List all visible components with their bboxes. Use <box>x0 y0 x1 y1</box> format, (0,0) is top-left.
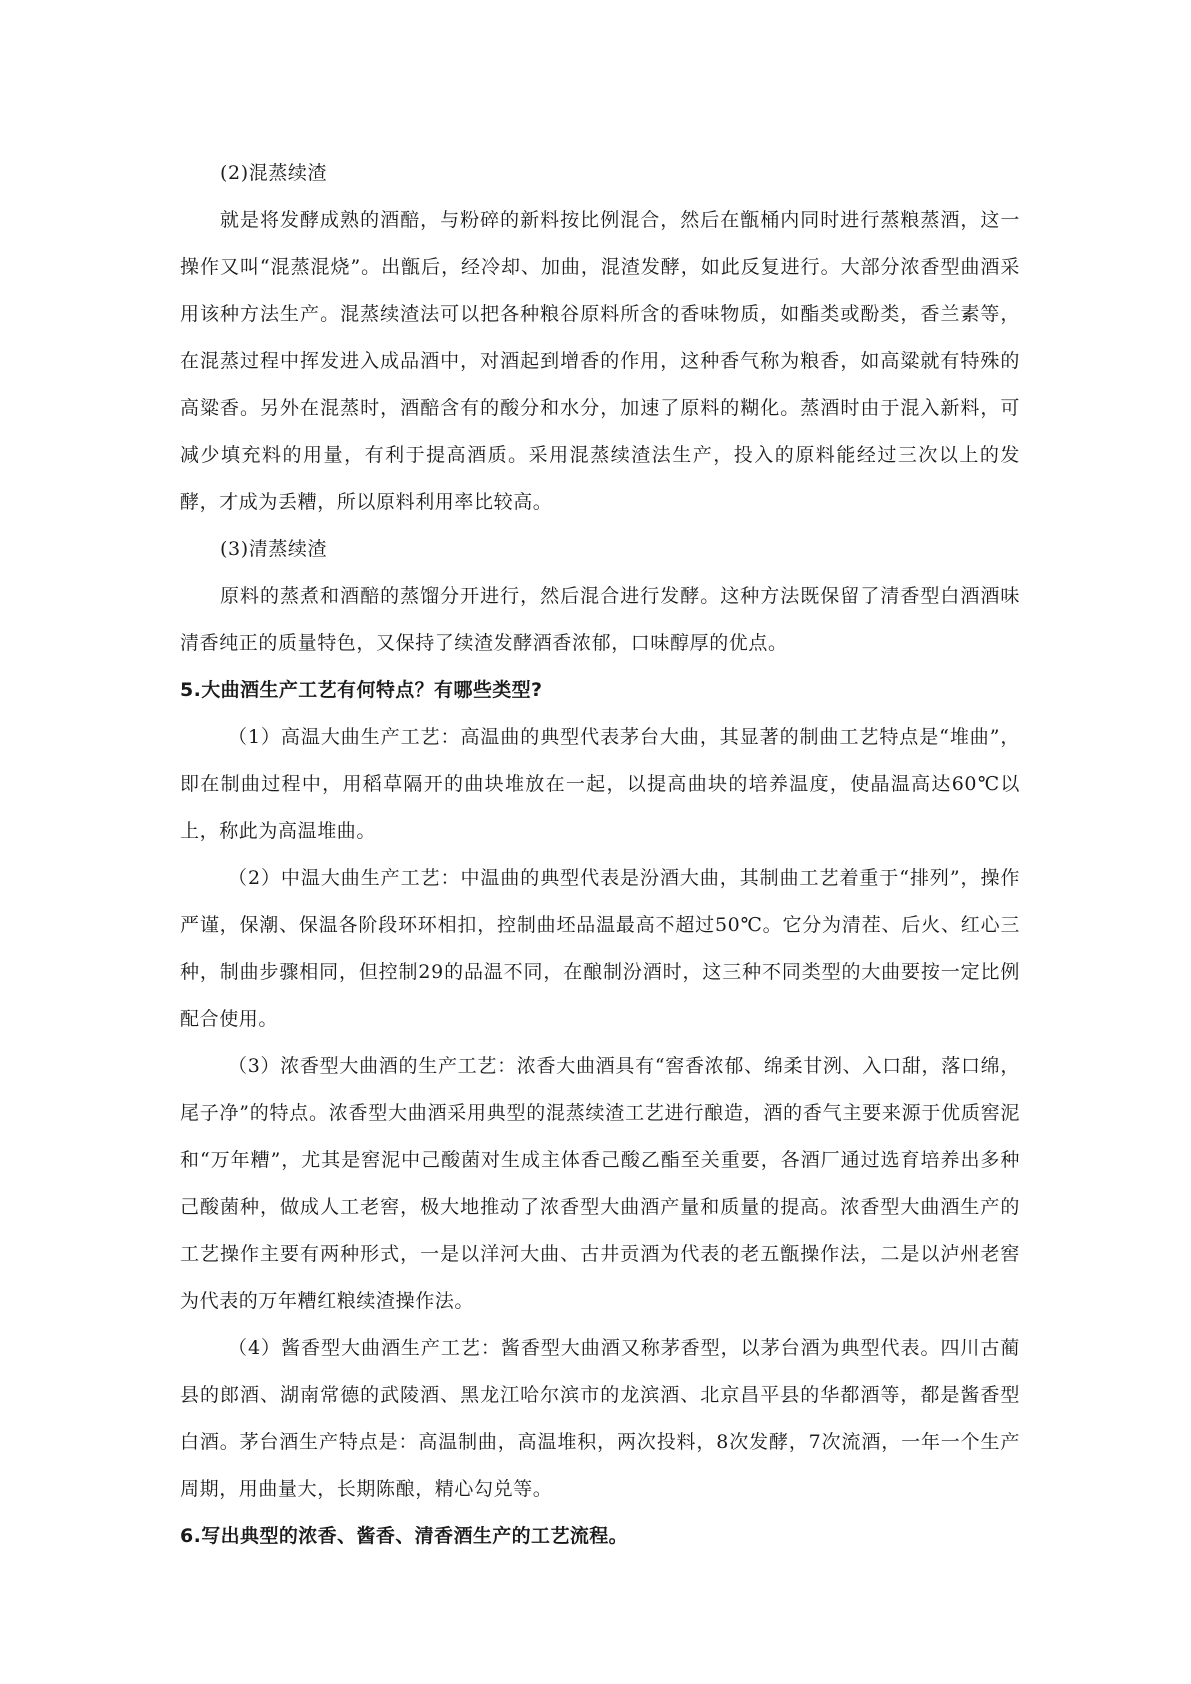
paragraph-sauce-aroma: （4）酱香型大曲酒生产工艺：酱香型大曲酒又称茅香型，以茅台酒为典型代表。四川古蔺县的郎酒、湖南常德的武陵酒、黑龙江哈尔滨市的龙滨酒、北京昌平县的华都酒等，都是酱香型白酒。茅台酒生产特点是：高温制曲，高温堆积，两次投料，8次发酵，7次流酒，一年一个生产周期，用曲量大，长期陈酿，精心勾兑等。 <box>180 1337 1020 1500</box>
question-heading-6: 6.写出典型的浓香、酱香、清香酒生产的工艺流程。 <box>180 1525 629 1547</box>
section-heading-clear-steam: (3)清蒸续渣 <box>220 538 328 560</box>
section-heading-mixed-steam: (2)混蒸续渣 <box>220 162 328 184</box>
paragraph-strong-aroma: （3）浓香型大曲酒的生产工艺：浓香大曲酒具有“窖香浓郁、绵柔甘洌、入口甜，落口绵，尾子净”的特点。浓香型大曲酒采用典型的混蒸续渣工艺进行酿造，酒的香气主要来源于优质窖泥和“万年糟”，尤其是窖泥中己酸菌对生成主体香己酸乙酯至关重要，各酒厂通过选育培养出多种己酸菌种，做成人工老窖，极大地推动了浓香型大曲酒产量和质量的提高。浓香型大曲酒生产的工艺操作主要有两种形式，一是以洋河大曲、古井贡酒为代表的老五甑操作法，二是以泸州老窖为代表的万年糟红粮续渣操作法。 <box>180 1055 1020 1312</box>
paragraph-high-temp-daqu: （1）高温大曲生产工艺：高温曲的典型代表茅台大曲，其显著的制曲工艺特点是“堆曲”，即在制曲过程中，用稻草隔开的曲块堆放在一起，以提高曲块的培养温度，使晶温高达60℃以上，称此为高温堆曲。 <box>180 726 1020 842</box>
paragraph-medium-temp-daqu: （2）中温大曲生产工艺：中温曲的典型代表是汾酒大曲，其制曲工艺着重于“排列”，操作严谨，保潮、保温各阶段环环相扣，控制曲坯品温最高不超过50℃。它分为清茬、后火、红心三种，制曲步骤相同，但控制29的品温不同，在酿制汾酒时，这三种不同类型的大曲要按一定比例配合使用。 <box>180 867 1020 1030</box>
question-heading-5: 5.大曲酒生产工艺有何特点？有哪些类型? <box>180 679 543 701</box>
paragraph-clear-steam: 原料的蒸煮和酒醅的蒸馏分开进行，然后混合进行发酵。这种方法既保留了清香型白酒酒味清香纯正的质量特色，又保持了续渣发酵酒香浓郁，口味醇厚的优点。 <box>180 585 1020 654</box>
paragraph-mixed-steam: 就是将发酵成熟的酒醅，与粉碎的新料按比例混合，然后在甑桶内同时进行蒸粮蒸酒，这一操作又叫“混蒸混烧”。出甑后，经冷却、加曲，混渣发酵，如此反复进行。大部分浓香型曲酒采用该种方法生产。混蒸续渣法可以把各种粮谷原料所含的香味物质，如酯类或酚类，香兰素等，在混蒸过程中挥发进入成品酒中，对酒起到增香的作用，这种香气称为粮香，如高粱就有特殊的高粱香。另外在混蒸时，酒醅含有的酸分和水分，加速了原料的糊化。蒸酒时由于混入新料，可减少填充料的用量，有利于提高酒质。采用混蒸续渣法生产，投入的原料能经过三次以上的发酵，才成为丢糟，所以原料利用率比较高。 <box>180 209 1020 513</box>
document-page <box>180 150 1020 1560</box>
